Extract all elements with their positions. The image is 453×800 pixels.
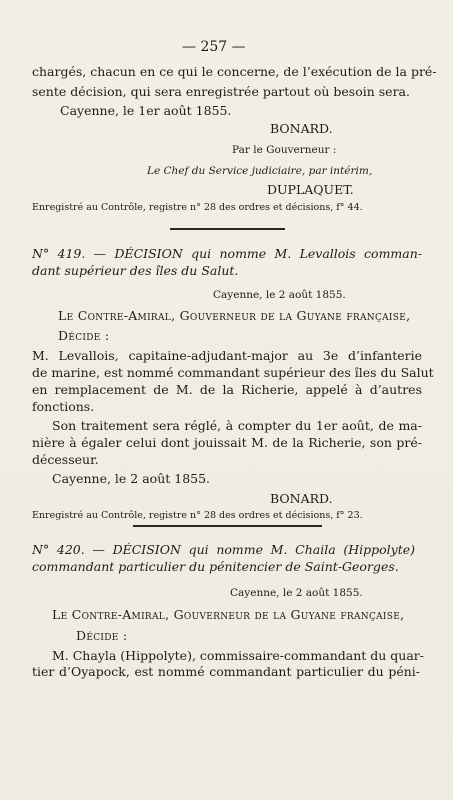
text-line: décesseur.	[32, 452, 99, 467]
text-line: chargés, chacun en ce qui le concerne, de l’exécution de la pré-	[32, 64, 437, 79]
decision-title: N° 419. — DÉCISION qui nomme M. Levallois comman-	[32, 246, 422, 261]
page-number: — 257 —	[182, 39, 246, 55]
registration-note: Enregistré au Contrôle, registre n° 28 des ordres et décisions, f° 44.	[32, 202, 363, 213]
issuer-line: Le Contre-Amiral, Gouverneur de la Guyane française,	[58, 308, 411, 323]
signature: DUPLAQUET.	[267, 182, 354, 197]
issuer-line: Le Contre-Amiral, Gouverneur de la Guyane française,	[52, 607, 405, 622]
decision-title: dant supérieur des îles du Salut.	[32, 263, 239, 278]
text-line: fonctions.	[32, 399, 95, 414]
text-line: tier d’Oyapock, est nommé commandant particulier du péni-	[32, 664, 420, 679]
decision-title: N° 420. — DÉCISION qui nomme M. Chaila (Hippolyte)	[32, 542, 415, 557]
text-line: M. Levallois, capitaine-adjudant-major au 3e d’infanterie	[32, 348, 422, 363]
decide-heading: Décide :	[76, 628, 128, 643]
date-line: Cayenne, le 2 août 1855.	[213, 289, 346, 301]
text-line: Par le Gouverneur :	[232, 144, 337, 156]
section-divider	[170, 228, 285, 230]
text-line: en remplacement de M. de la Richerie, appelé à d’autres	[32, 382, 422, 397]
date-line: Cayenne, le 2 août 1855.	[230, 587, 363, 599]
signature: BONARD.	[270, 121, 333, 136]
text-line: Le Chef du Service judiciaire, par intérim,	[147, 165, 373, 177]
date-line: Cayenne, le 1er août 1855.	[60, 103, 232, 118]
section-divider	[133, 525, 322, 527]
decision-title: commandant particulier du pénitencier de Saint-Georges.	[32, 559, 399, 574]
signature: BONARD.	[270, 491, 333, 506]
text-line: sente décision, qui sera enregistrée partout où besoin sera.	[32, 84, 410, 99]
text-line: M. Chayla (Hippolyte), commissaire-commandant du quar-	[52, 648, 424, 663]
text-line: de marine, est nommé commandant supérieur des îles du Salut	[32, 365, 434, 380]
text-line: nière à égaler celui dont jouissait M. de la Richerie, son pré-	[32, 435, 422, 450]
text-line: Son traitement sera réglé, à compter du 1er août, de ma-	[52, 418, 422, 433]
registration-note: Enregistré au Contrôle, registre n° 28 des ordres et décisions, f° 23.	[32, 510, 363, 521]
date-line: Cayenne, le 2 août 1855.	[52, 471, 211, 486]
decide-heading: Décide :	[58, 328, 110, 343]
